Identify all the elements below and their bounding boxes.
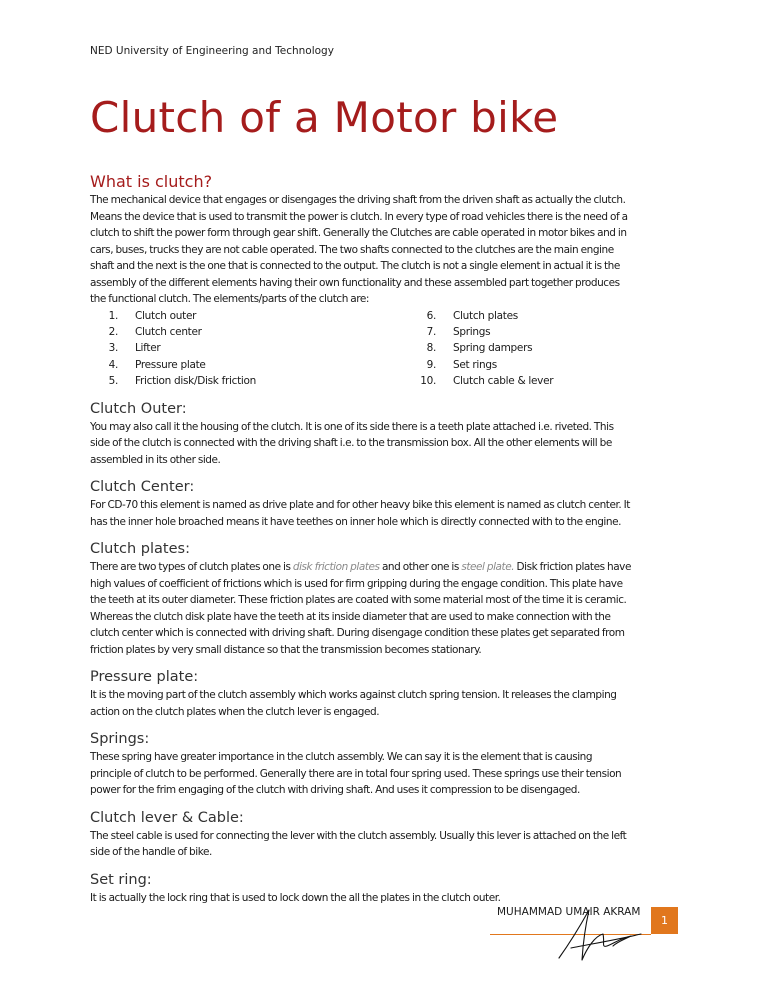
footer-author: MUHAMMAD UMAIR AKRAM: [497, 906, 641, 918]
paragraph-line: shaft and the next is the one that is connected to the output. The clutch is not a single element in actual it is the: [90, 260, 620, 272]
emphasis-text: steel plate.: [461, 561, 515, 573]
paragraph-line: There are two types of clutch plates one is disk friction plates and other one is steel plate. Disk friction plates have: [90, 561, 631, 573]
paragraph-line: principle of clutch to be performed. Generally there are in total four spring used. These springs use their tension: [90, 767, 622, 780]
paragraph-line: side of the clutch is connected with the driving shaft i.e. to the transmission box. All the other elements will be: [90, 437, 612, 449]
paragraph-line: assembly of the different elements having their own functionality and these assembled part together produces: [90, 276, 620, 289]
section-clutch-lever: [90, 808, 682, 861]
paragraph-line: It is actually the lock ring that is used to lock down the all the plates in the clutch outer.: [90, 891, 501, 904]
section-heading: What is clutch?: [90, 172, 213, 191]
section-clutch-plates: [90, 539, 682, 658]
paragraph-line: friction plates by very small distance so that the transmission becomes stationary.: [90, 643, 482, 656]
list-item: 8. Spring dampers: [426, 342, 533, 355]
section-heading: Clutch Outer:: [90, 400, 187, 417]
section-clutch-center: [90, 477, 682, 530]
document-body: [90, 172, 682, 906]
paragraph-line: assembled in its other side.: [90, 453, 221, 466]
list-item: 4. Pressure plate: [108, 358, 206, 371]
paragraph-line: These spring have greater importance in the clutch assembly. We can say it is the element that is causing: [90, 751, 593, 763]
section-heading: Clutch plates:: [90, 541, 190, 557]
paragraph-line: You may also call it the housing of the clutch. It is one of its side there is a teeth plate attached i.e. riveted. This: [90, 420, 614, 433]
paragraph-line: Whereas the clutch disk plate have the teeth at its inside diameter that are used to make connection with the: [90, 610, 611, 623]
emphasis-text: disk friction plates: [292, 561, 380, 573]
signature-icon: [555, 898, 645, 964]
paragraph-line: power for the frim engaging of the clutch with driving shaft. And uses it compression to be disengaged.: [90, 784, 580, 796]
section-heading: Clutch Center:: [90, 479, 195, 495]
paragraph-line: It is the moving part of the clutch assembly which works against clutch spring tension. It releases the clamping: [90, 689, 617, 701]
paragraph-line: the teeth at its outer diameter. These friction plates are coated with some material most of the time it is ceramic.: [90, 594, 627, 606]
paragraph-line: cars, buses, trucks they are not cable operated. The two shafts connected to the clutches are the main engine: [90, 243, 614, 256]
paragraph-line: side of the handle of bike.: [90, 846, 212, 858]
list-item: 7. Springs: [426, 325, 491, 338]
page-number-badge: 1: [651, 907, 678, 934]
parts-list-left-column: [90, 308, 256, 390]
section-clutch-outer: [90, 399, 682, 469]
paragraph-line: has the inner hole broached means it have teethes on inner hole which is directly connected with to the engine.: [90, 515, 622, 528]
parts-list: [90, 308, 682, 390]
section-pressure-plate: [90, 667, 682, 720]
paragraph-line: clutch to shift the power form through gear shift. Generally the Clutches are cable operated in motor bikes and in: [90, 227, 627, 239]
list-item: 9. Set rings: [426, 358, 497, 371]
document-title: Clutch of a Motor bike: [90, 93, 559, 142]
list-item: 1. Clutch outer: [108, 309, 197, 322]
paragraph-line: For CD-70 this element is named as drive plate and for other heavy bike this element is named as clutch center. It: [90, 499, 630, 511]
list-item: 10. Clutch cable & lever: [420, 375, 554, 388]
list-item: 2. Clutch center: [108, 325, 202, 338]
list-item: 3. Lifter: [108, 342, 161, 355]
paragraph-line: clutch center which is connected with driving shaft. During disengage condition these plates get separated from: [90, 627, 625, 639]
section-what-is-clutch: [90, 172, 682, 390]
paragraph-line: The mechanical device that engages or disengages the driving shaft from the driven shaft as actually the clutch.: [90, 194, 626, 206]
parts-list-right-column: [408, 308, 553, 390]
section-heading: Set ring:: [90, 871, 152, 888]
list-item: 6. Clutch plates: [426, 309, 518, 322]
paragraph-line: high values of coefficient of frictions which is used for firm gripping during the engage condition. This plate have: [90, 577, 623, 590]
paragraph-line: Means the device that is used to transmit the power is clutch. In every type of road vehicles there is the need of a: [90, 210, 628, 223]
paragraph-line: The steel cable is used for connecting the lever with the clutch assembly. Usually this lever is attached on the left: [90, 829, 627, 842]
section-heading: Pressure plate:: [90, 669, 199, 685]
page-header: NED University of Engineering and Technology: [90, 45, 334, 57]
section-heading: Springs:: [90, 731, 150, 747]
list-item: 5. Friction disk/Disk friction: [108, 375, 257, 388]
paragraph-line: the functional clutch. The elements/parts of the clutch are:: [90, 293, 370, 305]
paragraph-line: action on the clutch plates when the clutch lever is engaged.: [90, 705, 380, 718]
section-heading: Clutch lever & Cable:: [90, 809, 244, 826]
section-springs: [90, 729, 682, 799]
